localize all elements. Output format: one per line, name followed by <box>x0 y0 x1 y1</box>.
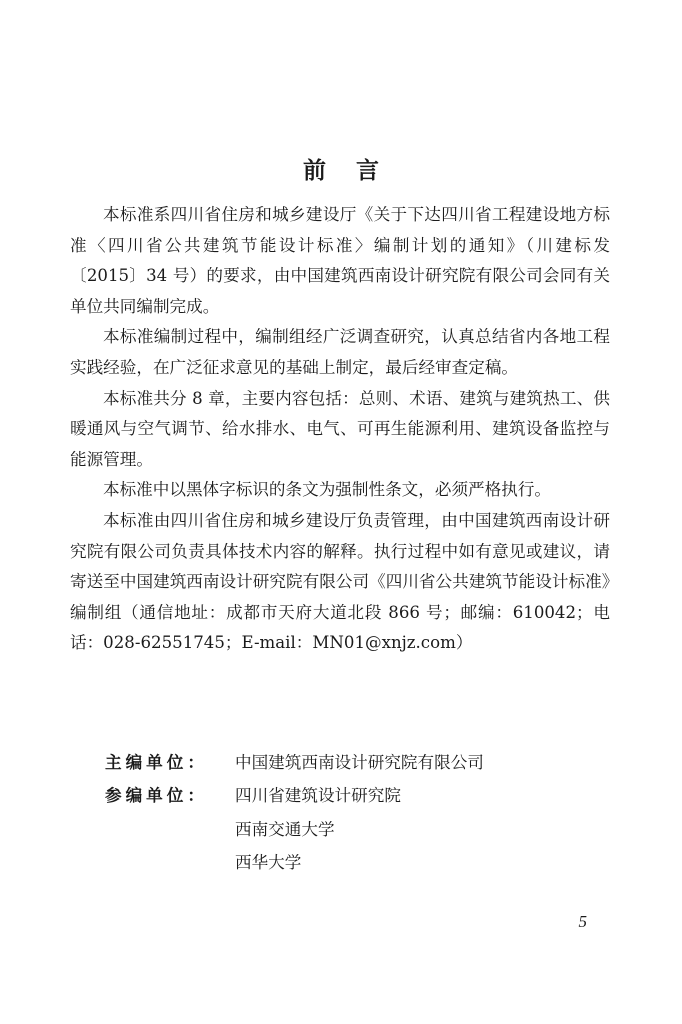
preface-body <box>70 200 610 659</box>
chief-unit-row <box>105 748 625 779</box>
participating-unit-label: 参编单位： <box>105 786 208 806</box>
participating-unit-item: 四川省建筑设计研究院 <box>235 786 401 806</box>
participating-unit-item: 西南交通大学 <box>235 819 335 839</box>
participating-unit-item: 西华大学 <box>235 853 302 873</box>
paragraph-chapter-contents: 本标准共分 8 章，主要内容包括：总则、术语、建筑与建筑热工、供暖通风与空气调节、给水排水、电气、可再生能源利用、建筑设备监控与能源管理。 <box>70 388 610 469</box>
page-number: 5 <box>578 912 587 931</box>
chief-unit-label: 主编单位： <box>105 753 208 772</box>
compiling-units <box>105 748 625 881</box>
chief-unit-list <box>235 748 484 779</box>
paragraph-mandatory-clauses: 本标准中以黑体字标识的条文为强制性条文，必须严格执行。 <box>103 480 552 500</box>
participating-unit-list <box>235 781 401 879</box>
paragraph-management-contact: 本标准由四川省住房和城乡建设厅负责管理，由中国建筑西南设计研究院有限公司负责具体技术内容的解释。执行过程中如有意见或建议，请寄送至中国建筑西南设计研究院有限公司《四川省公共建筑节能设计标准》编制组（通信地址：成都市天府大道北段 866 号；邮编：610042；电话：028-62551745；E-mail：MN01@xnjz.com） <box>70 510 610 653</box>
chief-unit-item: 中国建筑西南设计研究院有限公司 <box>235 753 484 772</box>
paragraph-project-basis: 本标准系四川省住房和城乡建设厅《关于下达四川省工程建设地方标准〈四川省公共建筑节能设计标准〉编制计划的通知》（川建标发〔2015〕34 号）的要求，由中国建筑西南设计研究院有限公司会同有关单位共同编制完成。 <box>70 205 610 316</box>
paragraph-compilation-process: 本标准编制过程中，编制组经广泛调查研究，认真总结省内各地工程实践经验，在广泛征求意见的基础上制定，最后经审查定稿。 <box>70 327 610 377</box>
participating-unit-row <box>105 781 625 879</box>
page-title: 前言 <box>303 158 409 184</box>
